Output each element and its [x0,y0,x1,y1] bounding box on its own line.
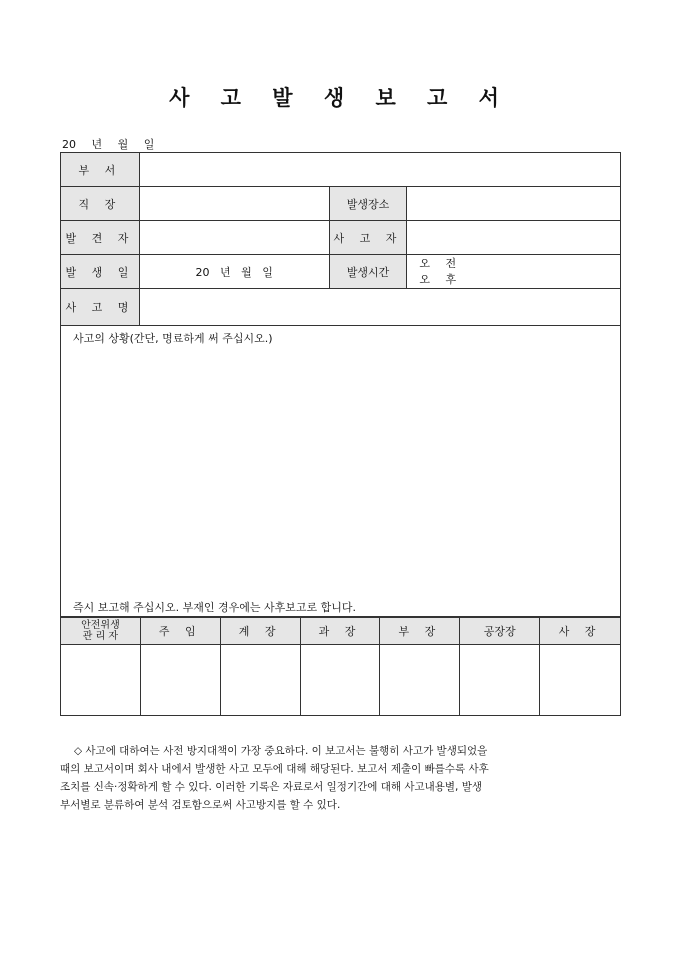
approval-header-director: 부 장 [380,618,460,645]
signature-cell[interactable] [220,645,300,716]
signature-cell[interactable] [140,645,220,716]
approval-header-section-chief: 계 장 [220,618,300,645]
date-field[interactable]: 20 년 월 일 [139,255,329,289]
am-option: 오 전 [419,256,463,270]
approval-header-manager: 과 장 [300,618,380,645]
position-field[interactable] [139,187,329,221]
time-label: 발생시간 [329,255,407,289]
note-line: 부서별로 분류하여 분석 검토함으로써 사고방지를 할 수 있다. [60,799,341,811]
location-label: 발생장소 [329,187,407,221]
note-line: 때의 보고서이며 회사 내에서 발생한 사고 모두에 대해 해당된다. 보고서 제출이 빠를수록 사후 [60,763,489,775]
situation-box[interactable] [60,326,621,617]
accident-name-field[interactable] [139,289,620,326]
report-date: 20 년 월 일 [62,138,155,151]
pm-option: 오 후 [419,272,463,286]
document-title: 사 고 발 생 보 고 서 [169,85,511,110]
signature-cell[interactable] [460,645,540,716]
signature-cell[interactable] [380,645,460,716]
signature-cell[interactable] [61,645,141,716]
approval-header-safety [61,618,141,645]
signature-cell[interactable] [540,645,621,716]
approval-header-chief: 주 임 [140,618,220,645]
safety-line1: 안전위생 [81,620,120,631]
guidance-note [60,742,621,814]
discoverer-field[interactable] [139,221,329,255]
situation-header: 사고의 상황(간단, 명료하게 써 주십시오.) [73,332,273,345]
report-info-table [60,152,621,326]
approval-table [60,617,621,716]
position-label: 직 장 [61,187,140,221]
date-label: 발 생 일 [61,255,140,289]
note-line: ◇ 사고에 대하여는 사전 방지대책이 가장 중요하다. 이 보고서는 불행히 사고가 발생되었을 [74,745,488,757]
approval-header-president: 사 장 [540,618,621,645]
safety-line2: 관 리 자 [82,631,119,642]
discoverer-label: 발 견 자 [61,221,140,255]
victim-label: 사 고 자 [329,221,407,255]
victim-field[interactable] [407,221,621,255]
location-field[interactable] [407,187,621,221]
approval-header-plant-manager: 공장장 [460,618,540,645]
dept-label: 부 서 [61,153,140,187]
signature-cell[interactable] [300,645,380,716]
situation-footer: 즉시 보고해 주십시오. 부재인 경우에는 사후보고로 합니다. [73,601,356,614]
time-field[interactable] [407,255,621,289]
dept-field[interactable] [139,153,620,187]
note-line: 조치를 신속·정확하게 할 수 있다. 이러한 기록은 자료로서 일정기간에 대해 사고내용별, 발생 [60,781,483,793]
accident-name-label: 사 고 명 [61,289,140,326]
